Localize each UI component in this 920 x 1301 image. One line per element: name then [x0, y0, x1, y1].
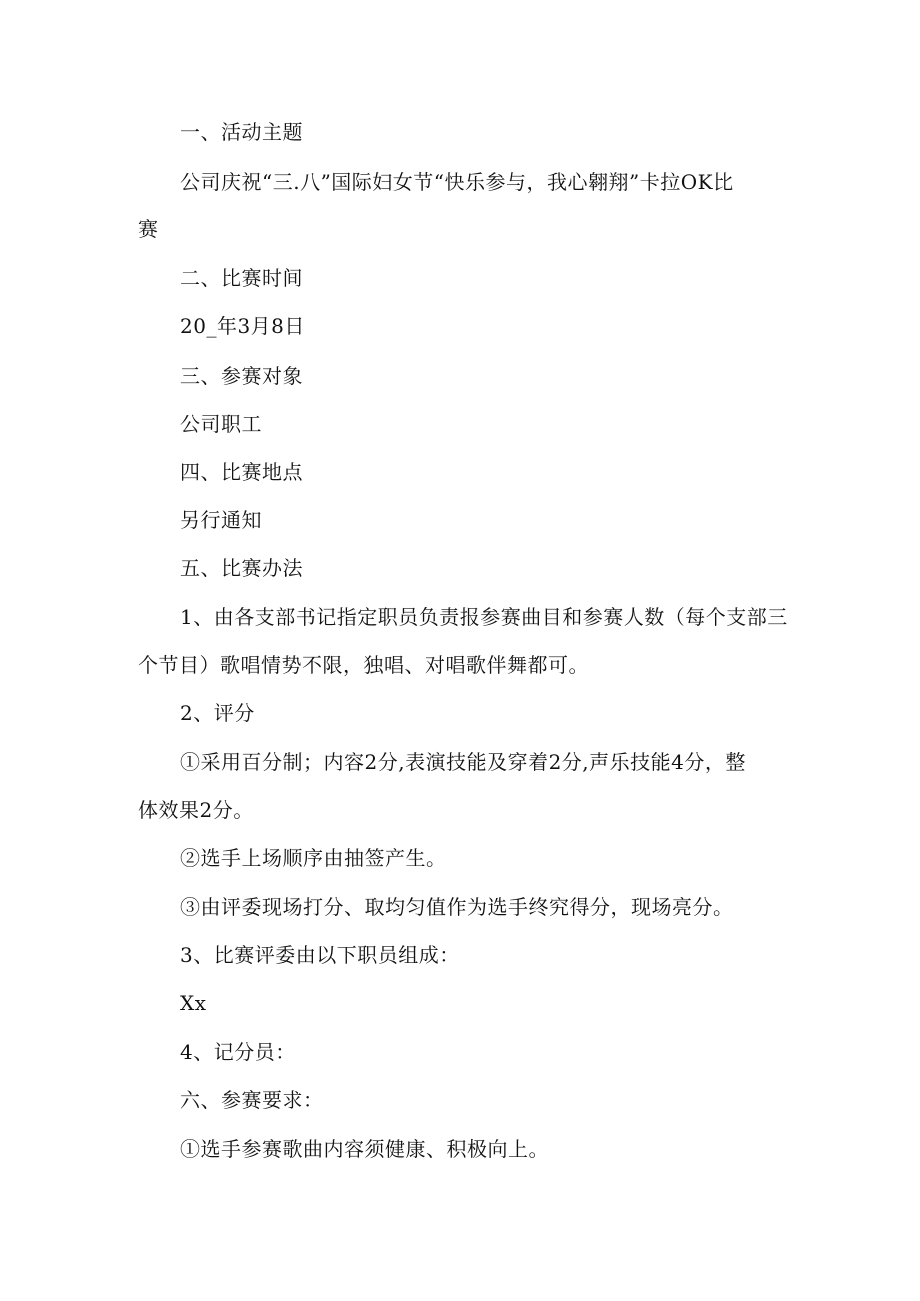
paragraph-venue: 另行通知: [180, 508, 262, 532]
section-heading-theme: 一、活动主题: [180, 120, 303, 144]
paragraph-theme: 公司庆祝“三.八”国际妇女节“快乐参与，我心翱翔”卡拉OK比: [180, 170, 734, 194]
paragraph-judges-names: Xx: [180, 991, 207, 1015]
paragraph-participants: 公司职工: [180, 412, 262, 436]
paragraph-scoring-1-cont: 体效果2分。: [138, 798, 254, 822]
paragraph-method-1-cont: 个节目）歌唱情势不限，独唱、对唱歌伴舞都可。: [138, 653, 589, 677]
section-heading-time: 二、比赛时间: [180, 266, 303, 290]
paragraph-scoring-3: ③由评委现场打分、取均匀值作为选手终究得分，现场亮分。: [180, 895, 734, 919]
paragraph-requirement-1: ①选手参赛歌曲内容须健康、积极向上。: [180, 1137, 549, 1161]
section-heading-requirements: 六、参赛要求：: [180, 1088, 324, 1112]
paragraph-judges: 3、比赛评委由以下职员组成：: [180, 943, 460, 967]
paragraph-theme-cont: 赛: [138, 217, 159, 241]
paragraph-scoring-2: ②选手上场顺序由抽签产生。: [180, 846, 447, 870]
subheading-scoring: 2、评分: [180, 701, 255, 725]
section-heading-venue: 四、比赛地点: [180, 460, 303, 484]
section-heading-participants: 三、参赛对象: [180, 364, 303, 388]
paragraph-scorekeeper: 4、记分员：: [180, 1040, 296, 1064]
paragraph-method-1: 1、由各支部书记指定职员负责报参赛曲目和参赛人数（每个支部三: [180, 605, 788, 629]
paragraph-date: 20_年3月8日: [180, 314, 305, 338]
section-heading-method: 五、比赛办法: [180, 556, 303, 580]
paragraph-scoring-1: ①采用百分制；内容2分,表演技能及穿着2分,声乐技能4分，整: [180, 750, 746, 774]
